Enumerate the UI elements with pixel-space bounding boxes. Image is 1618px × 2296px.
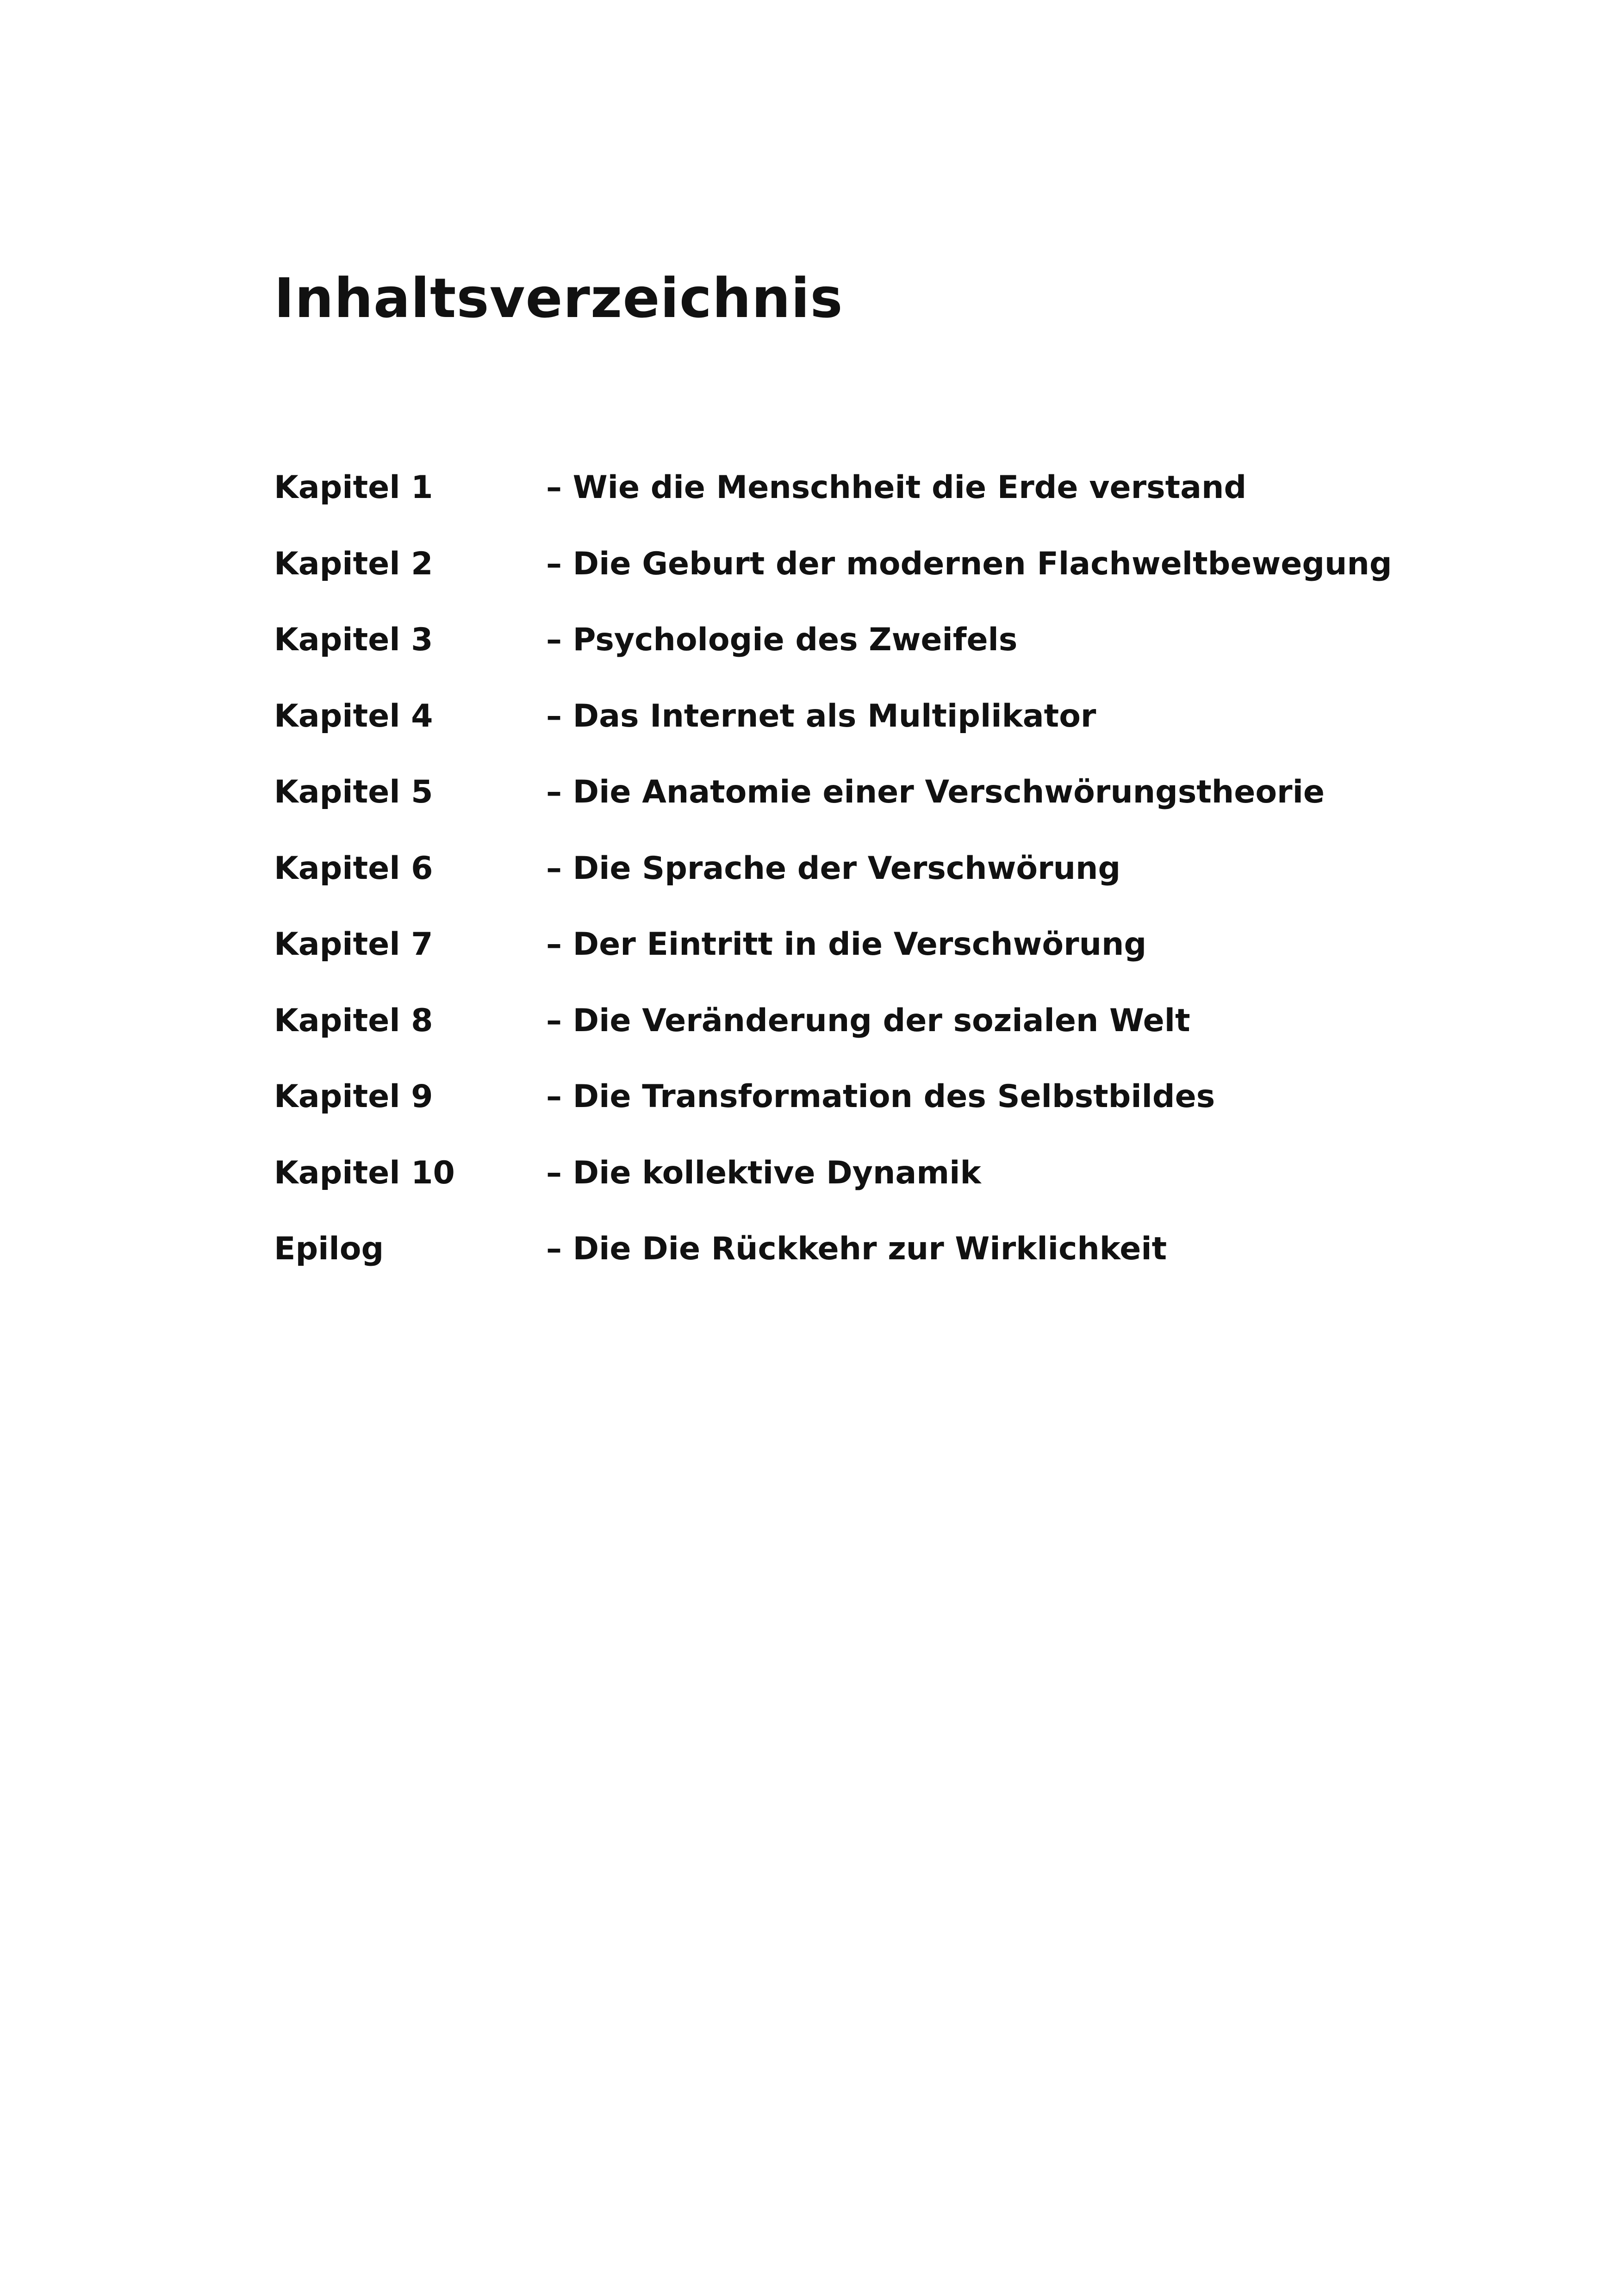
toc-entry-label: Kapitel 8 xyxy=(274,1002,433,1039)
toc-entry-kapitel-7 xyxy=(274,926,1392,1005)
toc-entry-label: Kapitel 1 xyxy=(274,469,433,506)
toc-entry-title: – Die Geburt der modernen Flachweltbewegung xyxy=(546,545,1392,582)
table-of-contents xyxy=(274,469,1392,1310)
toc-entry-title: – Die Sprache der Verschwörung xyxy=(546,850,1121,887)
toc-entry-title: – Die Transformation des Selbstbildes xyxy=(546,1078,1215,1115)
toc-entry-title: – Die Die Rückkehr zur Wirklichkeit xyxy=(546,1231,1167,1267)
toc-entry-kapitel-10 xyxy=(274,1154,1392,1234)
toc-entry-title: – Wie die Menschheit die Erde verstand xyxy=(546,469,1247,506)
toc-entry-title: – Die kollektive Dynamik xyxy=(546,1154,981,1191)
toc-entry-kapitel-5 xyxy=(274,774,1392,853)
toc-entry-label: Kapitel 9 xyxy=(274,1078,433,1115)
toc-entry-label: Kapitel 4 xyxy=(274,697,433,734)
toc-entry-label: Epilog xyxy=(274,1231,384,1267)
toc-entry-kapitel-8 xyxy=(274,1002,1392,1082)
toc-entry-title: – Psychologie des Zweifels xyxy=(546,622,1018,658)
toc-entry-title: – Die Veränderung der sozialen Welt xyxy=(546,1002,1190,1039)
toc-entry-label: Kapitel 7 xyxy=(274,926,433,963)
toc-entry-label: Kapitel 6 xyxy=(274,850,433,887)
toc-entry-kapitel-4 xyxy=(274,697,1392,777)
toc-entry-kapitel-9 xyxy=(274,1078,1392,1157)
toc-entry-label: Kapitel 3 xyxy=(274,622,433,658)
toc-entry-title: – Der Eintritt in die Verschwörung xyxy=(546,926,1147,963)
toc-entry-title: – Die Anatomie einer Verschwörungstheorie xyxy=(546,774,1325,810)
toc-entry-kapitel-2 xyxy=(274,545,1392,625)
toc-entry-kapitel-3 xyxy=(274,624,1392,701)
toc-entry-epilog xyxy=(274,1233,1392,1310)
toc-entry-title: – Das Internet als Multiplikator xyxy=(546,697,1096,734)
toc-entry-label: Kapitel 10 xyxy=(274,1154,455,1191)
toc-entry-label: Kapitel 2 xyxy=(274,545,433,582)
toc-entry-kapitel-6 xyxy=(274,850,1392,929)
toc-entry-kapitel-1 xyxy=(274,469,1392,548)
toc-entry-label: Kapitel 5 xyxy=(274,774,433,810)
page-title: Inhaltsverzeichnis xyxy=(274,266,843,330)
